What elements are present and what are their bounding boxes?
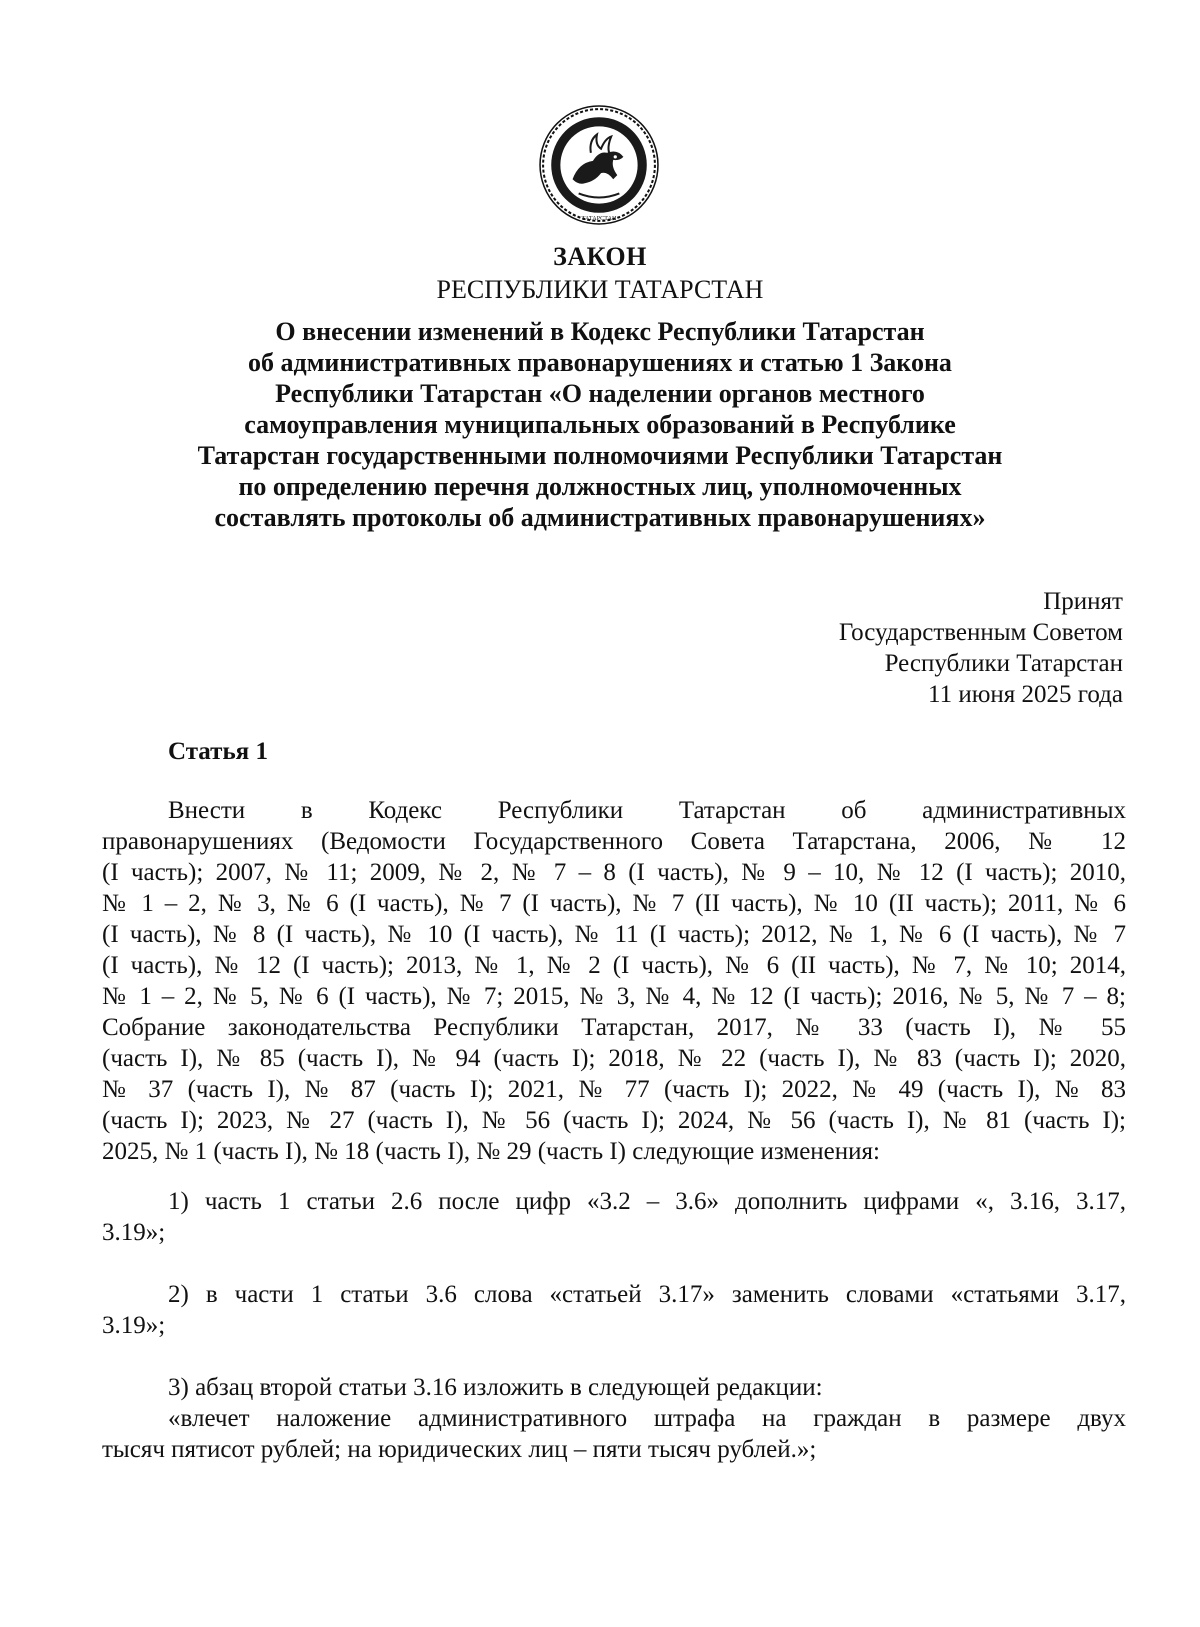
title-line: Республики Татарстан «О наделении органов местного <box>275 379 925 408</box>
paragraph-line: (I часть), № 12 (I часть); 2013, № 1, № 2 (I часть), № 6 (II часть), № 7, № 10; 2014, <box>102 952 1126 979</box>
paragraph-line: Внести в Кодекс Республики Татарстан об административных <box>168 797 1126 824</box>
paragraph-line: 3.19»; <box>102 1312 166 1339</box>
amendment-item-3 <box>102 1372 1126 1465</box>
paragraph-line: тысяч пятисот рублей; на юридических лиц – пяти тысяч рублей.»; <box>102 1436 817 1463</box>
paragraph-line: Собрание законодательства Республики Татарстан, 2017, № 33 (часть I), № 55 <box>102 1014 1126 1041</box>
republic-heading: РЕСПУБЛИКИ ТАТАРСТАН <box>436 275 764 304</box>
title-line: об административных правонарушениях и статью 1 Закона <box>248 348 952 377</box>
title-line: самоуправления муниципальных образований в Республике <box>244 410 956 439</box>
title-line: по определению перечня должностных лиц, уполномоченных <box>238 472 962 501</box>
paragraph-line: (I часть), № 8 (I часть), № 10 (I часть), № 11 (I часть); 2012, № 1, № 6 (I часть), № 7 <box>102 921 1126 948</box>
paragraph-line: 1) часть 1 статьи 2.6 после цифр «3.2 – 3.6» дополнить цифрами «, 3.16, 3.17, <box>168 1188 1126 1215</box>
adoption-line: Государственным Советом <box>838 619 1123 646</box>
main-paragraph <box>102 795 1126 1167</box>
adoption-date: 11 июня 2025 года <box>928 681 1123 708</box>
paragraph-line: № 37 (часть I), № 87 (часть I); 2021, № 77 (часть I); 2022, № 49 (часть I), № 83 <box>102 1076 1126 1103</box>
article-heading: Статья 1 <box>168 738 268 765</box>
tatarstan-coat-of-arms-icon <box>538 104 660 226</box>
amendment-item-2 <box>102 1279 1126 1341</box>
paragraph-line: (часть I), № 85 (часть I), № 94 (часть I); 2018, № 22 (часть I), № 83 (часть I); 2020, <box>102 1045 1126 1072</box>
adoption-block <box>839 586 1123 710</box>
paragraph-line: № 1 – 2, № 5, № 6 (I часть), № 7; 2015, № 3, № 4, № 12 (I часть); 2016, № 5, № 7 – 8; <box>102 983 1126 1010</box>
adoption-line: Республики Татарстан <box>884 650 1123 677</box>
amendment-item-1 <box>102 1186 1126 1248</box>
paragraph-line: (I часть); 2007, № 11; 2009, № 2, № 7 – 8 (I часть), № 9 – 10, № 12 (I часть); 2010, <box>102 859 1126 886</box>
title-line: О внесении изменений в Кодекс Республики Татарстан <box>275 317 925 346</box>
paragraph-line: правонарушениях (Ведомости Государственного Совета Татарстана, 2006, № 12 <box>102 828 1126 855</box>
title-line: составлять протоколы об административных правонарушениях» <box>214 503 986 532</box>
paragraph-line: (часть I); 2023, № 27 (часть I), № 56 (часть I); 2024, № 56 (часть I), № 81 (часть I); <box>102 1107 1126 1134</box>
paragraph-line: 2) в части 1 статьи 3.6 слова «статьей 3.17» заменить словами «статьями 3.17, <box>168 1281 1126 1308</box>
paragraph-line: 3) абзац второй статьи 3.16 изложить в следующей редакции: <box>168 1374 823 1401</box>
adoption-line: Принят <box>1043 588 1123 615</box>
law-heading: ЗАКОН <box>553 242 647 271</box>
law-title <box>140 316 1060 533</box>
paragraph-line: № 1 – 2, № 3, № 6 (I часть), № 7 (I часть), № 7 (II часть), № 10 (II часть); 2011, № 6 <box>102 890 1126 917</box>
svg-text:ТАТАРСТАН: ТАТАРСТАН <box>581 215 617 222</box>
paragraph-line: 3.19»; <box>102 1219 166 1246</box>
title-line: Татарстан государственными полномочиями Республики Татарстан <box>197 441 1003 470</box>
paragraph-line: «влечет наложение административного штрафа на граждан в размере двух <box>168 1405 1126 1432</box>
paragraph-line: 2025, № 1 (часть I), № 18 (часть I), № 29 (часть I) следующие изменения: <box>102 1138 880 1165</box>
